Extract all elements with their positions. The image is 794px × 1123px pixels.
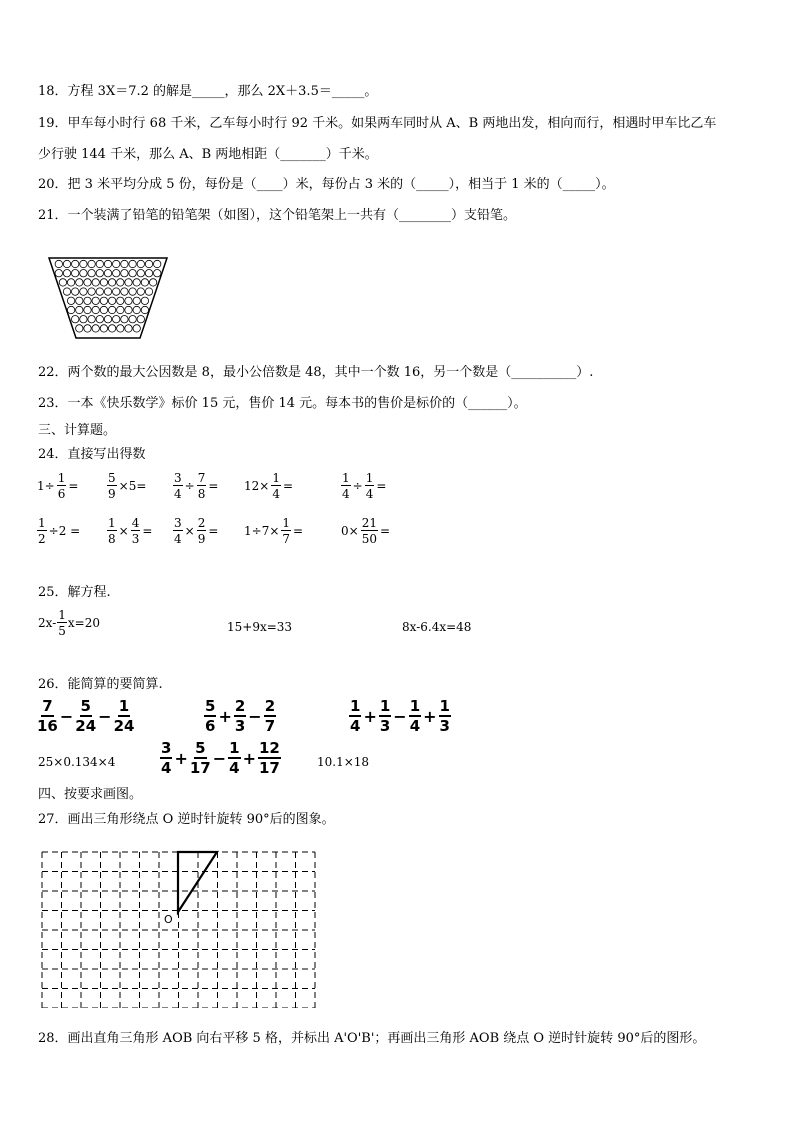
pencil-end <box>117 306 124 313</box>
calc24-item <box>172 472 219 500</box>
question-23: 23．一本《快乐数学》标价 15 元，售价 14 元。每本书的售价是标价的（______）。 <box>38 396 527 411</box>
fraction-denominator: 8 <box>108 532 116 546</box>
fraction-denominator: 4 <box>229 759 240 777</box>
fraction <box>228 741 240 776</box>
operator: − <box>98 707 112 726</box>
pencil-end <box>72 316 79 323</box>
point-o-label: O <box>164 913 173 926</box>
expression-prefix: 1÷7× <box>244 524 280 538</box>
fraction <box>37 517 47 545</box>
fraction-numerator: 2 <box>197 516 206 530</box>
fraction <box>190 741 211 776</box>
operator: + <box>242 749 256 768</box>
pencil-end <box>141 279 148 286</box>
fraction-denominator: 3 <box>131 532 140 546</box>
simplify-expression-5 <box>159 741 282 776</box>
pencil-end <box>88 288 95 295</box>
pencil-end <box>80 260 87 267</box>
pencil-end <box>125 279 132 286</box>
pencil-end <box>108 279 115 286</box>
expression-suffix: = <box>208 479 219 493</box>
fraction-denominator: 2 <box>38 532 46 546</box>
pencil-end <box>108 325 115 332</box>
fraction-numerator: 1 <box>282 516 291 530</box>
pencil-end <box>145 260 152 267</box>
pencil-end <box>129 270 136 277</box>
section-3-title: 三、计算题。 <box>38 423 117 438</box>
fraction-numerator: 21 <box>361 516 377 530</box>
fraction-numerator: 1 <box>342 471 350 485</box>
pencil-end <box>133 306 140 313</box>
pencil-end <box>80 288 87 295</box>
pencil-end <box>84 325 91 332</box>
pencil-end <box>117 297 124 304</box>
fraction-denominator: 4 <box>342 487 350 501</box>
fraction <box>379 699 391 734</box>
operator: + <box>174 749 188 768</box>
simplify-expression-3 <box>348 699 452 734</box>
pencil-holder-outline <box>49 258 167 338</box>
pencil-end <box>96 316 103 323</box>
fraction-denominator: 4 <box>409 717 421 735</box>
expression-prefix: 1÷ <box>37 479 55 493</box>
fraction-denominator: 6 <box>57 487 66 501</box>
fraction-denominator: 3 <box>439 717 450 735</box>
section-4-title: 四、按要求画图。 <box>38 787 143 802</box>
question-21: 21．一个装满了铅笔的铅笔架（如图），这个铅笔架上一共有（________）支铅笔。 <box>38 208 517 223</box>
pencil-end <box>113 260 120 267</box>
operator: ÷ <box>184 479 195 493</box>
pencil-end <box>104 260 111 267</box>
fraction-numerator: 7 <box>42 697 53 715</box>
fraction-numerator: 5 <box>108 471 116 485</box>
fraction <box>114 699 135 734</box>
fraction-denominator: 24 <box>113 717 135 735</box>
pencil-end <box>104 270 111 277</box>
question-27: 27．画出三角形绕点 O 逆时针旋转 90°后的图象。 <box>38 812 335 827</box>
pencil-end <box>80 270 87 277</box>
pencil-end <box>133 297 140 304</box>
operator: ÷ <box>352 479 363 493</box>
calc24-item <box>340 472 387 500</box>
fraction-numerator: 1 <box>365 471 374 485</box>
pencil-end <box>133 279 140 286</box>
fraction-numerator: 7 <box>197 471 206 485</box>
pencil-end <box>104 316 111 323</box>
fraction-numerator: 5 <box>205 697 216 715</box>
expression-suffix: = <box>376 479 387 493</box>
fraction <box>37 699 58 734</box>
question-18: 18．方程 3X＝7.2 的解是_____，那么 2X＋3.5＝_____。 <box>38 84 378 99</box>
expression-suffix: = <box>68 479 79 493</box>
pencil-end <box>63 288 70 295</box>
question-26: 26．能简算的要简算. <box>38 677 163 692</box>
pencil-end <box>145 288 152 295</box>
fraction-denominator: 3 <box>234 717 246 735</box>
pencil-end <box>55 260 62 267</box>
calc24-item <box>172 517 219 545</box>
question-28: 28．画出直角三角形 AOB 向右平移 5 格，并标出 A'O'B'；再画出三角形 AOB 绕点 O 逆时针旋转 90°后的图形。 <box>38 1031 706 1046</box>
fraction <box>75 699 96 734</box>
pencil-end <box>80 316 87 323</box>
expression-suffix: = <box>282 479 294 493</box>
expression-suffix: ÷2 = <box>48 524 81 538</box>
question-19-line2: 少行驶 144 千米，那么 A、B 两地相距（_______）千米。 <box>38 147 378 162</box>
fraction-numerator: 1 <box>38 516 46 530</box>
operator: − <box>59 707 74 726</box>
expression-prefix: 0× <box>341 524 359 538</box>
pencil-end <box>96 260 103 267</box>
pencil-end <box>125 306 132 313</box>
pencil-end <box>117 279 124 286</box>
fraction <box>173 517 183 545</box>
fraction <box>107 517 117 545</box>
calc24-item <box>243 517 304 545</box>
fraction-denominator: 9 <box>197 532 206 546</box>
pencil-end <box>121 260 128 267</box>
fraction-numerator: 2 <box>264 697 276 715</box>
equation-3: 8x-6.4x=48 <box>402 620 472 634</box>
pencil-end <box>100 306 107 313</box>
fraction <box>439 699 451 734</box>
pencil-end <box>76 325 83 332</box>
fraction-denominator: 50 <box>361 532 377 546</box>
equation-1 <box>38 609 100 637</box>
pencil-holder-figure <box>46 255 170 341</box>
fraction-numerator: 1 <box>439 697 450 715</box>
fraction-denominator: 7 <box>264 717 276 735</box>
simplify-expression-1 <box>36 699 135 734</box>
question-20: 20．把 3 米平均分成 5 份，每份是（____）米，每份占 3 米的（_____），相当于 1 米的（_____）。 <box>38 177 615 192</box>
fraction-numerator: 1 <box>57 471 66 485</box>
pencil-end <box>108 297 115 304</box>
fraction-numerator: 2 <box>234 697 246 715</box>
pencil-end <box>145 270 152 277</box>
fraction-denominator: 4 <box>350 717 361 735</box>
fraction <box>234 699 246 734</box>
pencil-end <box>72 260 79 267</box>
pencil-end <box>133 325 140 332</box>
fraction <box>197 517 207 545</box>
fraction-denominator: 4 <box>174 532 182 546</box>
fraction-denominator: 3 <box>379 717 391 735</box>
pencil-end <box>125 325 132 332</box>
calc24-item <box>106 472 147 500</box>
pencil-end <box>113 288 120 295</box>
fraction <box>57 472 67 500</box>
fraction <box>349 699 361 734</box>
fraction-numerator: 1 <box>108 516 116 530</box>
fraction-numerator: 1 <box>350 697 361 715</box>
pencil-end <box>76 297 83 304</box>
simplify-expression-4: 25×0.134×4 <box>38 755 116 769</box>
calc24-item <box>340 517 391 545</box>
expression-suffix: = <box>293 524 304 538</box>
pencil-end <box>63 260 70 267</box>
fraction <box>264 699 276 734</box>
question-24: 24．直接写出得数 <box>38 447 146 462</box>
calc24-item <box>36 517 81 545</box>
pencil-end <box>149 279 156 286</box>
pencil-end <box>125 297 132 304</box>
fraction-denominator: 24 <box>75 717 97 735</box>
pencil-end <box>92 325 99 332</box>
operator: − <box>393 707 407 726</box>
operator: + <box>423 707 437 726</box>
pencil-end <box>137 316 144 323</box>
fraction-denominator: 8 <box>197 487 206 501</box>
pencil-end <box>121 288 128 295</box>
fraction-numerator: 5 <box>195 739 206 757</box>
pencil-end <box>100 279 107 286</box>
pencil-end <box>72 288 79 295</box>
pencil-end <box>92 297 99 304</box>
question-22: 22．两个数的最大公因数是 8，最小公倍数是 48，其中一个数 16，另一个数是（__________）. <box>38 365 594 380</box>
pencil-end <box>84 306 91 313</box>
operator: + <box>363 707 377 726</box>
pencil-end <box>141 306 148 313</box>
fraction <box>173 472 183 500</box>
fraction-numerator: 1 <box>118 697 130 715</box>
fraction-numerator: 1 <box>229 739 240 757</box>
pencil-end <box>113 316 120 323</box>
pencil-end <box>100 297 107 304</box>
pencil-end <box>84 297 91 304</box>
operator: − <box>248 707 262 726</box>
pencil-end <box>129 316 136 323</box>
fraction-numerator: 4 <box>131 516 140 530</box>
fraction <box>204 699 216 734</box>
expression-suffix: = <box>379 524 391 538</box>
fraction-denominator: 4 <box>365 487 374 501</box>
pencil-end <box>137 270 144 277</box>
fraction-denominator: 4 <box>272 487 280 501</box>
fraction-denominator: 16 <box>37 717 58 735</box>
fraction-numerator: 3 <box>161 739 172 757</box>
pencil-end <box>88 316 95 323</box>
pencil-end <box>121 270 128 277</box>
fraction-numerator: 5 <box>80 697 91 715</box>
fraction-denominator: 17 <box>258 759 280 777</box>
operator: − <box>212 749 227 768</box>
fraction-numerator: 3 <box>174 471 182 485</box>
fraction <box>409 699 421 734</box>
pencil-end <box>100 325 107 332</box>
pencil-end <box>88 270 95 277</box>
pencil-end <box>59 279 66 286</box>
pencil-end <box>121 316 128 323</box>
fraction-denominator: 6 <box>205 717 216 735</box>
fraction <box>197 472 207 500</box>
pencil-end <box>84 279 91 286</box>
fraction <box>160 741 172 776</box>
equation-1-prefix: 2x- <box>38 616 57 630</box>
pencil-end <box>88 260 95 267</box>
pencil-end <box>117 325 124 332</box>
fraction-denominator: 17 <box>189 759 211 777</box>
pencil-end <box>76 279 83 286</box>
pencil-end <box>154 270 161 277</box>
equation-1-fraction <box>57 609 67 637</box>
fraction <box>365 472 375 500</box>
pencil-end <box>141 297 148 304</box>
fraction-numerator: 1 <box>379 697 391 715</box>
fraction-denominator: 4 <box>161 759 172 777</box>
equation-2: 15+9x=33 <box>227 620 293 634</box>
expression-suffix: ×5= <box>118 479 147 493</box>
pencil-end <box>96 288 103 295</box>
pencil-end <box>129 288 136 295</box>
pencil-end <box>137 260 144 267</box>
pencil-end <box>96 270 103 277</box>
pencil-end <box>154 260 161 267</box>
question-25: 25．解方程. <box>38 585 111 600</box>
calc24-item <box>106 517 153 545</box>
fraction-numerator: 1 <box>58 608 66 622</box>
fraction <box>281 517 291 545</box>
rotation-grid-figure <box>40 848 316 1008</box>
pencil-end <box>92 279 99 286</box>
pencil-end <box>108 306 115 313</box>
fraction <box>341 472 351 500</box>
operator: × <box>184 524 195 538</box>
fraction-denominator: 9 <box>108 487 116 501</box>
fraction-denominator: 4 <box>174 487 182 501</box>
pencil-end <box>113 270 120 277</box>
expression-suffix: = <box>208 524 219 538</box>
fraction <box>271 472 281 500</box>
calc24-item <box>36 472 79 500</box>
operator: + <box>218 707 232 726</box>
expression-suffix: = <box>142 524 153 538</box>
pencil-end <box>92 306 99 313</box>
fraction-numerator: 1 <box>272 471 280 485</box>
pencil-end <box>63 270 70 277</box>
pencil-end <box>55 270 62 277</box>
pencil-end <box>67 306 74 313</box>
fraction-numerator: 3 <box>174 516 182 530</box>
expression-prefix: 12× <box>244 479 270 493</box>
calc24-item <box>243 472 294 500</box>
fraction-numerator: 1 <box>409 697 421 715</box>
fraction <box>361 517 378 545</box>
equation-1-suffix: x=20 <box>67 616 100 630</box>
pencil-end <box>104 288 111 295</box>
operator: × <box>118 524 129 538</box>
pencil-end <box>129 260 136 267</box>
fraction <box>131 517 141 545</box>
question-19-line1: 19．甲车每小时行 68 千米，乙车每小时行 92 千米。如果两车同时从 A、B 两地出发，相向而行，相遇时甲车比乙车 <box>38 116 717 131</box>
simplify-expression-2 <box>203 699 277 734</box>
pencil-end <box>76 306 83 313</box>
pencil-end <box>67 279 74 286</box>
fraction-denominator: 5 <box>58 624 66 638</box>
pencil-end <box>67 297 74 304</box>
fraction-numerator: 12 <box>258 739 280 757</box>
fraction <box>107 472 117 500</box>
fraction <box>258 741 281 776</box>
simplify-expression-6: 10.1×18 <box>317 755 370 769</box>
pencil-end <box>137 288 144 295</box>
fraction-denominator: 7 <box>282 532 291 546</box>
pencil-end <box>72 270 79 277</box>
